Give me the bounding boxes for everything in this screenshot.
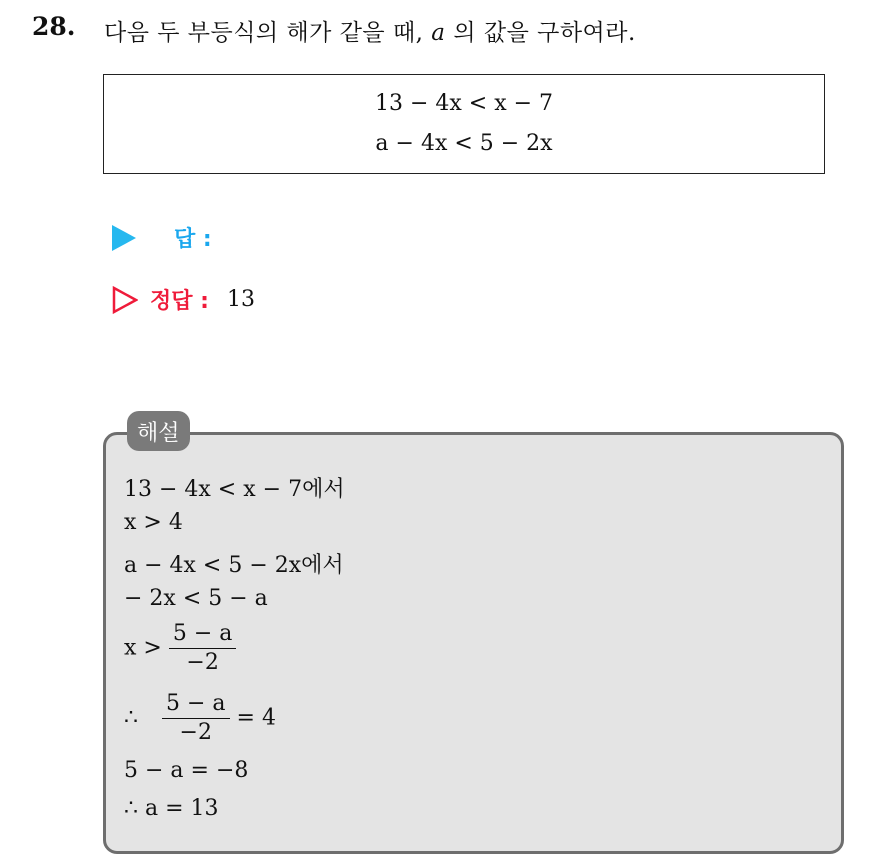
- inequality-line-2: a − 4x < 5 − 2x: [375, 131, 553, 156]
- play-triangle-icon: [112, 225, 136, 251]
- solution-line-6-suffix: = 4: [236, 705, 276, 731]
- solution-line-1: 13 − 4x < x − 7에서: [124, 477, 345, 502]
- correct-answer-label: 정답 :: [150, 289, 209, 314]
- fraction-2-denominator: −2: [179, 720, 212, 745]
- correct-answer-value: 13: [226, 287, 255, 312]
- question-variable: a: [431, 20, 446, 46]
- fraction-2: [162, 690, 230, 747]
- answer-row: [112, 222, 212, 253]
- inequality-line-1: 13 − 4x < x − 7: [374, 91, 554, 116]
- solution-line-4: − 2x < 5 − a: [124, 586, 268, 611]
- solution-line-2: x > 4: [124, 510, 183, 535]
- outline-triangle-icon: [112, 286, 138, 314]
- fraction-numerator: 5 − a: [169, 620, 237, 649]
- answer-label: 답 :: [174, 227, 212, 252]
- question-text-after: 의 값을 구하여라.: [445, 20, 636, 46]
- solution-tab: 해설: [127, 411, 190, 451]
- solution-line-7: 5 − a = −8: [124, 758, 249, 783]
- inequality-box: [103, 74, 825, 174]
- solution-line-5: [124, 620, 236, 677]
- solution-line-6: [124, 690, 276, 747]
- question-number: 28.: [32, 12, 76, 41]
- solution-line-8: ∴ a = 13: [124, 796, 219, 821]
- therefore-symbol: ∴: [124, 705, 138, 731]
- correct-answer-row: [112, 284, 255, 315]
- fraction-denominator: −2: [186, 650, 219, 675]
- question-text: [104, 14, 636, 47]
- fraction-2-numerator: 5 − a: [162, 690, 230, 719]
- fraction: [169, 620, 237, 677]
- question-text-before: 다음 두 부등식의 해가 같을 때,: [104, 20, 432, 46]
- solution-line-5-prefix: x >: [124, 635, 162, 661]
- solution-line-3: a − 4x < 5 − 2x에서: [124, 553, 344, 578]
